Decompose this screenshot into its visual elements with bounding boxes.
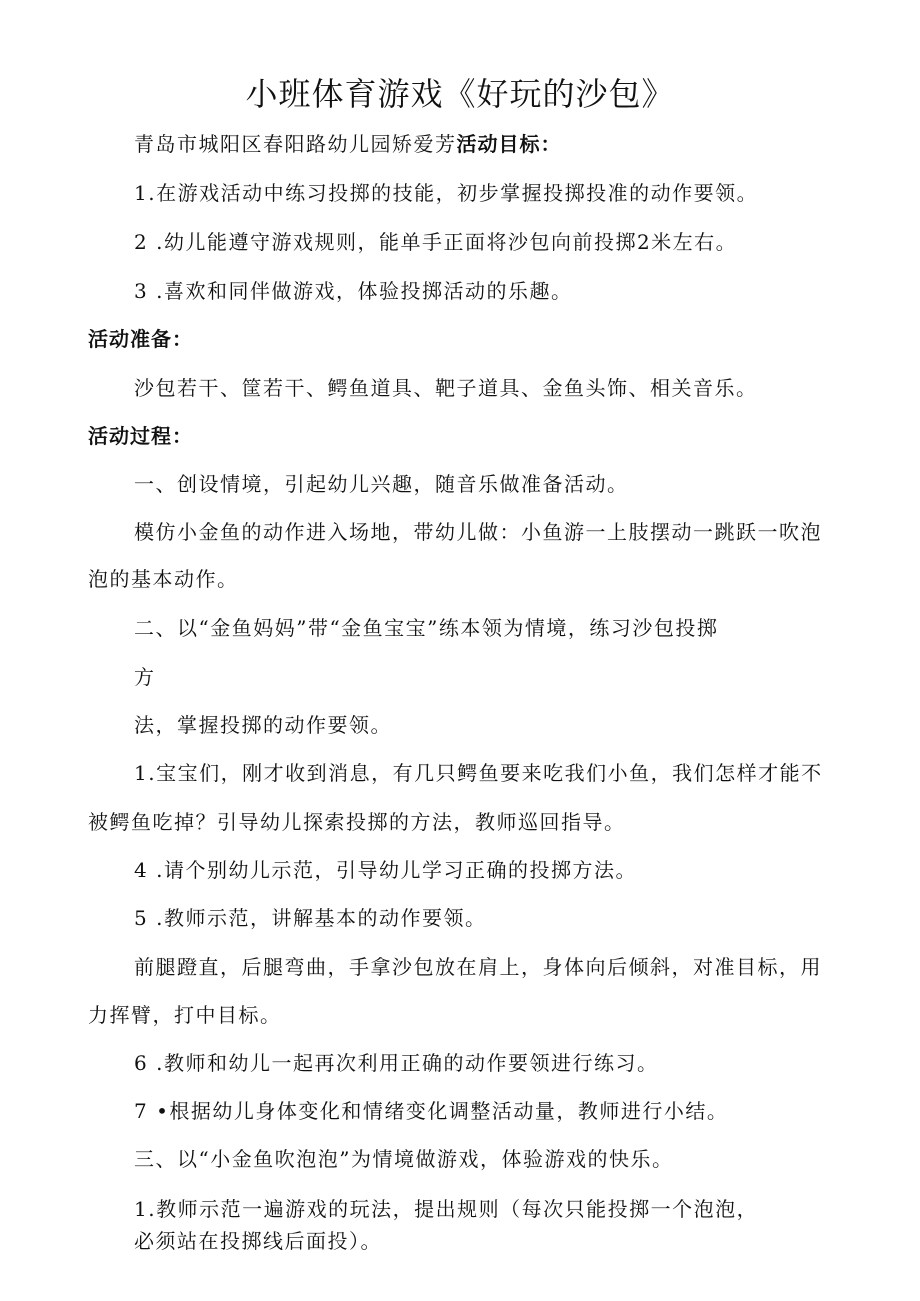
step2-item5: 5 .教师示范，讲解基本的动作要领。 [134, 906, 487, 930]
step2-item6: 6 .教师和幼儿一起再次利用正确的动作要领进行练习。 [134, 1051, 659, 1075]
prep-heading: 活动准备： [88, 327, 193, 351]
step2-title-continued: 法，掌握投掷的动作要领。 [134, 713, 392, 737]
step3-title: 三、以“小金鱼吹泡泡”为情境做游戏，体验游戏的快乐。 [134, 1147, 674, 1171]
step3-item1: 1.教师示范一遍游戏的玩法，提出规则（每次只能投掷一个泡泡， [134, 1197, 759, 1221]
step2-item7: 7 •根据幼儿身体变化和情绪变化调整活动量，教师进行小结。 [134, 1099, 729, 1123]
step2-item1: 1.宝宝们，刚才收到消息，有几只鳄鱼要来吃我们小鱼，我们怎样才能不 [134, 761, 823, 785]
step2-item5-detail: 前腿蹬直，后腿弯曲，手拿沙包放在肩上，身体向后倾斜，对准目标，用 [134, 955, 822, 979]
step1-text: 模仿小金鱼的动作进入场地，带幼儿做：小鱼游一上肢摆动一跳跃一吹泡 [134, 520, 822, 544]
step1-title: 一、创设情境，引起幼儿兴趣，随音乐做准备活动。 [134, 472, 629, 496]
goal-item: 2 .幼儿能遵守游戏规则，能单手正面将沙包向前投掷2米左右。 [134, 230, 738, 254]
step2-title-orphan: 方 [134, 665, 156, 689]
process-heading: 活动过程： [88, 424, 193, 448]
step3-item1-continued: 必须站在投掷线后面投）。 [134, 1229, 382, 1253]
step2-item5-detail-continued: 力挥臂，打中目标。 [88, 1003, 282, 1027]
prep-text: 沙包若干、筐若干、鳄鱼道具、靶子道具、金鱼头饰、相关音乐。 [134, 376, 758, 400]
goals-heading: 活动目标： [456, 132, 562, 156]
step2-item4: 4 .请个别幼儿示范，引导幼儿学习正确的投掷方法。 [134, 858, 637, 882]
goal-item: 3 .喜欢和同伴做游戏，体验投掷活动的乐趣。 [134, 279, 573, 303]
page-title: 小班体育游戏《好玩的沙包》 [245, 75, 675, 113]
author-line: 青岛市城阳区春阳路幼儿园矫爱芳 [134, 132, 457, 156]
author-goals-line [134, 131, 562, 157]
goal-item: 1.在游戏活动中练习投掷的技能，初步掌握投掷投准的动作要领。 [134, 181, 759, 205]
step1-text-continued: 泡的基本动作。 [88, 567, 239, 591]
step2-title: 二、以“金鱼妈妈”带“金鱼宝宝”练本领为情境，练习沙包投掷 [134, 616, 719, 640]
step2-item1-continued: 被鳄鱼吃掉？引导幼儿探索投掷的方法，教师巡回指导。 [88, 810, 626, 834]
